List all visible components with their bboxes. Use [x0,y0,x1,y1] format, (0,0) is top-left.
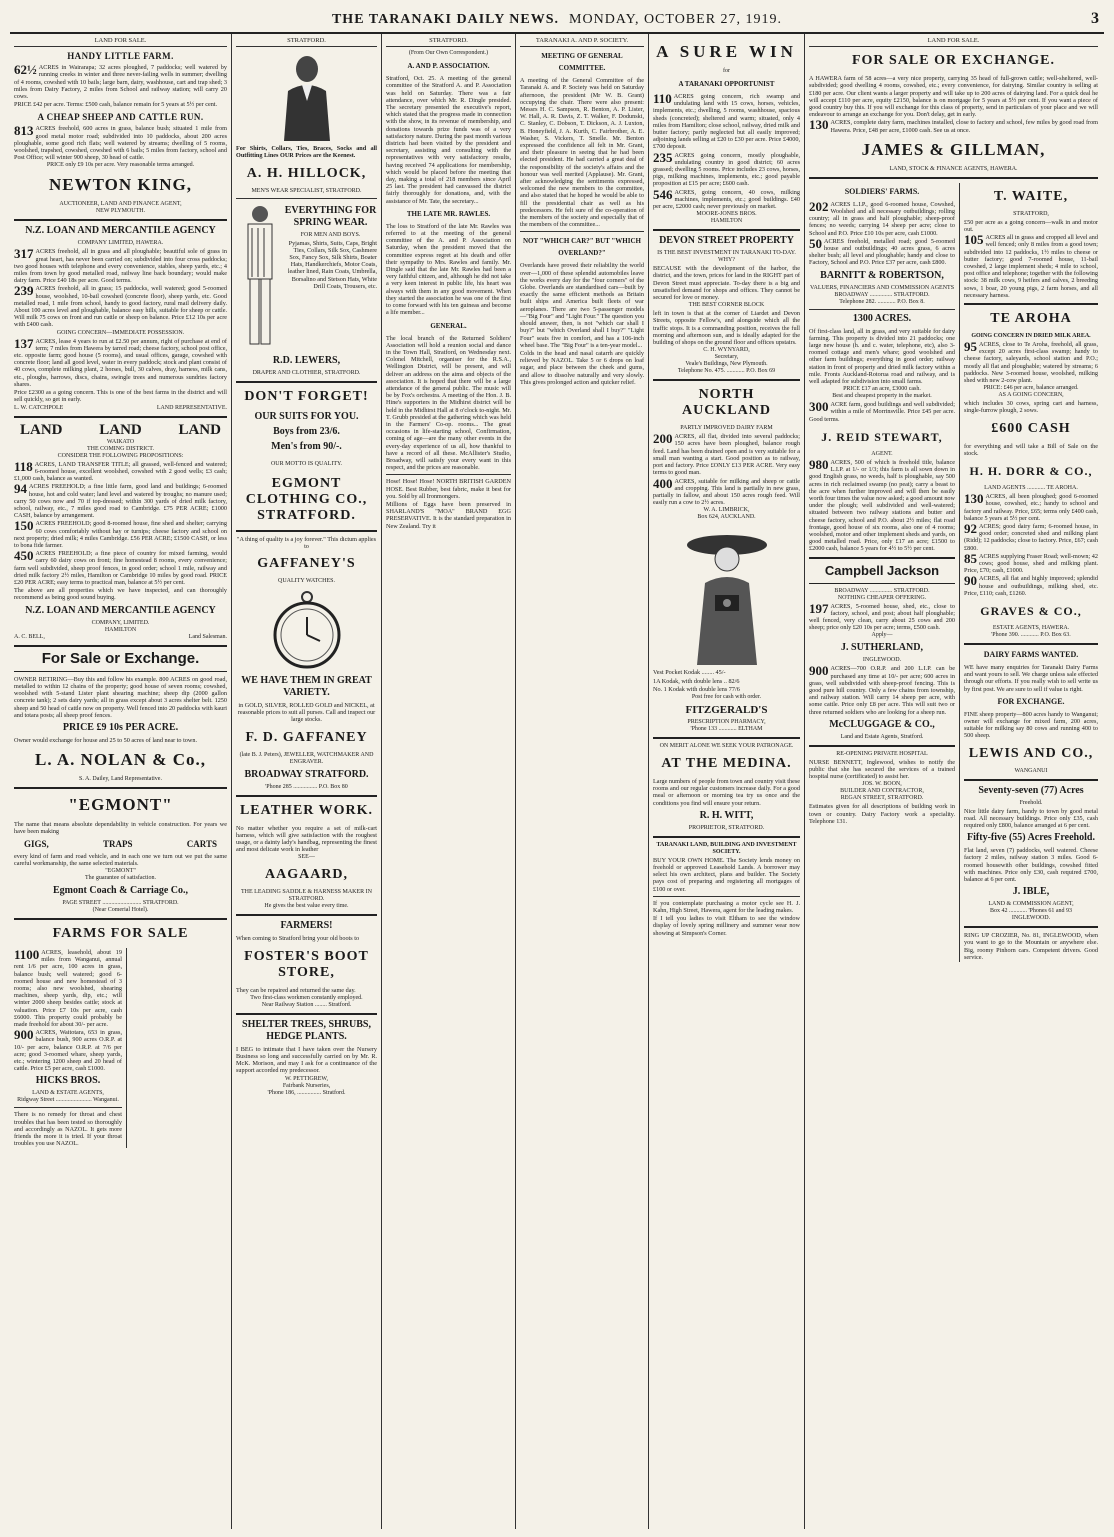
article-heading: A. AND P. ASSOCIATION. [407,62,490,71]
egmont-quote: "EGMONT" [105,868,136,874]
ad-price: PRICE £17 an acre, £3000 cash. [843,386,921,393]
nurse-ad: NURSE BENNETT, Inglewood, wishes to notify the public that she has secured the services of a trained hospital nurse (certificated) to assist her. [809,758,955,781]
boon-sub: BUILDER AND CONTRACTOR, [840,788,924,795]
leather-heading: LEATHER WORK. [239,802,374,818]
fosters-name: FOSTER'S BOOT STORE, [244,948,369,980]
pettigrew-name: W. PETTIGREW, [284,1075,329,1082]
ad-price: PRICE: £46 per acre, balance arranged. [983,385,1079,392]
lewers-sub: DRAPER AND CLOTHIER, STRATFORD. [252,369,361,376]
spring-wear-ad [236,202,377,352]
north-auckland: NORTH AUCKLAND [682,387,771,419]
fifty-five-body: Flat land, seven (7) paddocks, well watered. Cheese factory 2 miles, railway station 3 miles. Good 6-roomed housewith other buildings, cowshed fitted with machines. Price only £30, cash required £700, balance at 6 per cent. [964,847,1098,883]
barnitt-address: BROADWAY ............... STRATFORD. [834,291,930,298]
dont-forget: DON'T FORGET! [244,388,369,404]
cash-600: £600 CASH [991,420,1071,436]
fd-gaffaney: F. D. GAFFANEY [245,729,368,745]
wynyard-address: Veale's Buildings, New Plymouth. [685,361,768,368]
waite-sub: STRATFORD, [1013,210,1049,217]
eggs-ad: Millions of Eggs have been preserved in SHARLAND'S "MOA" BRAND EGG PRESERVATIVE. It is the standard preparation in New Zealand. Try it [386,500,511,530]
farmers-text: When coming to Stratford bring your old boots to [236,935,360,943]
article-body: The local branch of the Returned Soldiers' Association will hold a reunion social and dance in the Town Hall, Stratford, on Wednesday next. Colonel Mitchell, organiser for the R.S.A., Wellington District, will be present, and will deliver an address on the aims and objects of the association. It is hoped that there will be a large attendance of the general public. The music will be by Fox's orchestra. A meeting of the Hon. J. B. Hine's supporters in the Midhirst district will be held in the Midhirst Hall at 8 o'clock to-night. Mr. T. Grubb presided at the gathering which was held in the Farmers' Co-op. rooms... The great occasions in life-starting school, Confirmation, coming of age—are the many other events in the every-day experience of us all, how thankful to have a record of all these. McAllister's Studio, Broadway, will satisfy your every want in this respect, and the prices are reasonable. [386,334,511,472]
cycle-ad: If you contemplate purchasing a motor cycle see H. J. Kahn, High Street, Hawera, agent for the leading makes. [653,899,800,914]
coach-near: (Near Comerial Hotel). [92,907,149,913]
ad-signature: A. C. BELL, Land Salesman. [14,633,227,640]
for-text: for [723,68,730,74]
cash-600-note: for everything and will take a Bill of Sale on the stock. [964,442,1098,457]
article-heading: GENERAL. [430,321,467,330]
ad-body: 202 ACRES L.I.P., good 6-roomed house, Cowshed, Woolshed and all necessary outbuildings; rolling country; all in grass and half ploughable; sheep-proof fences; no weeds; carrying 14 sheep per acre; close to School and P.O. Price £10 10s per acre, cash £1000. [809,198,955,237]
boys-price: Boys from 23/6. [273,425,340,437]
waikato-sub: THE COMING DISTRICT. [86,445,155,452]
reopening: RE-OPENING PRIVATE HOSPITAL [836,750,928,757]
why: WHY? [718,257,735,264]
land-banner: LAND LAND LAND [20,421,221,438]
article-heading: THE LATE MR. RAWLES. [406,209,491,218]
ad-body: 450 ACRES FREEHOLD; a fine piece of country for mixed farming, would carry 60 dairy cows on front; fine homestead 8 rooms, every convenience; farm well subdivided, sheep proof fences, in good order; school 1 mile, railway and dried milk factory 2½ miles, Hamilton or Cambridge 10 miles by good road. PRICE £20 PER ACRE; easy terms to practical man, balance at 5½ per cent. [14,548,227,586]
agent-name: MOORE-JONES BROS. [696,211,757,218]
seventy-body: Nice little dairy farm, handy to town by good metal road. All necessary buildings. Price only £35, cash required only £800, balance arranged at 6 per cent. [964,807,1098,829]
mens-price: Men's from 90/-. [271,440,342,452]
article-heading: NOT "WHICH CAR?" BUT "WHICH OVERLAND?" [523,237,641,258]
kodak-note: Post free for cash with order. [691,693,762,700]
agent-city: NEW PLYMOUTH. [95,208,146,215]
fosters-note: Two first-class workmen constantly employed. [250,994,363,1001]
fitzgerald-name: FITZGERALD'S [685,703,768,716]
eltham-ad: If I tell you ladies to visit Eltham to see the window display of lovely spring millinery and summer wear now showing at Simpson's Corner. [653,915,800,937]
lewis-name: LEWIS AND CO., [968,745,1094,761]
ad-body: The name that means absolute dependability in vehicle construction. For years we have been making [14,821,227,836]
wynyard-phone: Telephone No. 475. ............ P.O. Box 69 [677,368,776,375]
te-aroha-sub: GOING CONCERN IN DRIED MILK AREA. [971,333,1091,340]
egmont-heading: "EGMONT" [68,795,173,815]
correspondent: (From Our Own Correspondent.) [408,50,489,57]
ad-body: 92 ACRES; good dairy farm; 6-roomed house, in good order; concreted shed and milking plant (Ridd); 12 paddocks; close to factory. Price, £67; cash £800. [964,520,1098,552]
ad-body: 239 ACRES freehold, all in grass; 15 paddocks, well watered; good 5-roomed house, woolshed, 10-bail cowshed (concrete floor), sheep yards, etc. Good metalled road, 1 mile from school, handy to good factory, rural mail delivery daily. About 100 acres level and ploughable, balance easy hills, suitable for sheep or cattle. Will milk 75 cows on front and run cattle or sheep on balance. Price £12 10s per acre with £400 cash. [14,283,227,329]
agency-name: N.Z. LOAN AND MERCANTILE AGENCY [25,604,216,616]
for-exchange-body: FINE sheep property—800 acres handy to Wanganui; owner will exchange for mixed farm, 200 acres, suitable for milking say 80 cows and running 400 to 500 sheep. [964,710,1098,740]
north-sub: PARTLY IMPROVED DAIRY FARM [680,425,773,432]
reid-sub: AGENT. [871,450,893,457]
merit: ON MERIT ALONE WE SEEK YOUR PATRONAGE. [659,742,794,749]
medina-body: Large numbers of people from town and country visit these rooms and our regular customers increase daily. For a good meal or afternoon or morning tea try us once and the conditions you find will ensure your return. [653,777,800,807]
ad-body: 900 ACRES, Waitotara, 653 in grass, balance bush, 900 acres O.R.P. at 10/- per acre, balance O.R.P. at 7/6 per acre; good 3-roomed whare, sheep yards, etc.; wintering 1200 sheep and 20 head of cattle. Price £5 per acre, cash £1000. [14,1027,122,1073]
agent-name: NEWTON KING, [49,175,192,195]
page-number: 3 [1091,10,1100,27]
section-heading: STRATFORD. [236,36,377,47]
pettigrew-sub: Fairbank Nurseries, [282,1082,331,1089]
ad-body: 130 ACRES, all been ploughed; good 6-roomed house, cowshed, etc.; handy to school and factory and railway. Price, £65; terms only £400 cash, balance 5 years at 5½ per cent. [964,491,1098,522]
for-men: FOR MEN AND BOYS. [300,231,361,238]
egmont-guarantee: The guarantee of satisfaction. [85,875,156,881]
ad-body: 200 ACRES, all flat, divided into several paddocks; 150 acres have been ploughed, balance rough feed. Land has been drained open and is very suitable for a small man wanting a start. Good position as to railway, port and factory. Price £ONLY £13 PER ACRE. Very easy terms to good man. [653,431,800,477]
ad-body: every kind of farm and road vehicle, and in each one we turn out we put the same careful workmanship, the same selected materials. [14,852,227,867]
ad-price: PRICE £42 per acre. Terms: £500 cash, balance remain for 5 years at 5½ per cent. [14,101,218,109]
ad-body: 300 ACRE farm, good buildings and well subdivided; within a mile of Morrinsville. Price £45 per acre. Good terms. [809,399,955,423]
agency-name: N.Z. LOAN AND MERCANTILE AGENCY [25,225,216,237]
ad-body: 197 ACRES, 5-roomed house, shed, etc., close to factory, school, and post; about half ploughable; well fenced, very clean, carry about 25 cows and 200 sheep; price only £20 10s per acre; terms, £500 cash. [809,600,955,632]
egmont-clothing: EGMONT CLOTHING CO., STRATFORD. [245,475,368,523]
dorr-name: H. H. DORR & CO., [969,464,1093,479]
ad-price: PRICE only £9 10s per acre. Very reasonable terms arranged. [46,162,195,169]
newspaper-date: MONDAY, OCTOBER 27, 1919. [569,12,783,27]
mccluggage-name: McCLUGGAGE & CO., [829,718,935,730]
aagaard-name: AAGAARD, [264,867,349,883]
column6-split [809,183,1098,962]
vehicle-types: GIGS, TRAPS CARTS [24,838,217,849]
as-going: AS A GOING CONCERN, [998,392,1064,399]
agency-sub: COMPANY, LIMITED. [91,619,150,626]
column-land-for-sale [10,34,232,1529]
agency-city: HAMILTON [104,626,137,633]
ad-body: 150 ACRES FREEHOLD; good 8-roomed house, fine shed and shelter; carrying 60 cows comfortably without hay or turnips; cheese factory and school on next property; dried milk; 4 miles Cambridge. £56 PER ACRE; £1500 CASH, or less to bona fide farmer. [14,518,227,549]
ad-body: 980 ACRES, 500 of which is freehold title, balance L.I.P. at 1/- or 1/3; this farm is all sown down in good English grass, no weeds, half is ploughable, say 500 acres in rich reclaimed swamp (no peat); carry a beast to the acre when further improved and will then be easily worth four times the value now asked; a good amount now under the plough; well subdivided and well-watered; situated between two railway stations and butter and cheese factory, school and P.O. about 2½ miles; flat road frontage, good house of six rooms, also one of 4 rooms; woolshed, motor and other implement sheds and yards, on good metalled road. Price, only £17 an acre; £1500 to £2000 cash, balance 5 years for 4½ to 5½ per cent. [809,456,955,553]
ad-body: 118 ACRES, LAND TRANSFER TITLE; all grassed, well-fenced and watered; 6-roomed house, excellent woolshed, cowshed with 2 good wells; £3 cash; £1,000 cash, balance as wanted. [14,458,227,483]
ad-body: 95 ACRES, close to Te Aroha, freehold, all grass, except 20 acres first-class swamp; handy to cheese factory, saleyards, school station and P.O.; mostly all flat and ploughable; watered by streams; 6 paddocks. New 3-roomed house, woolshed, milking shed with new 2-cow plant. [964,339,1098,385]
fitzgerald-phone: 'Phone 133 ............ ELTHAM [690,725,763,732]
quality-text: "A thing of quality is a joy forever." This dictum applies to [236,535,377,550]
ad-note: Best and cheapest property in the market. [832,393,932,400]
column-land-exchange [805,34,1102,1529]
mccluggage-sub: Land and Estate Agents, Stratford. [840,733,924,740]
motto: OUR MOTTO IS QUALITY. [270,460,343,467]
hillock-sub: MEN'S WEAR SPECIALIST, STRATFORD. [251,187,362,194]
waikato-heading: WAIKATO [106,438,135,445]
dairy-wanted: DAIRY FARMS WANTED. [983,649,1079,659]
barnitt-sub: VALUERS, FINANCIERS AND COMMISSION AGENTS [809,284,955,291]
section-heading: STRATFORD. [386,36,511,47]
ad-body: 900 ACRES—700 O.R.P. and 200 L.I.P. can be purchased any time at 10/- per acre; 600 acres in grass, well subdivided with sheep-proof fencing. This is good pure hill country. Only a few chains from township, and railway station. Will carry 14 sheep per acre, with some cattle. Price only £8 per acre. This will suit two or three returned soldiers who are looking for a sheep run. [809,663,955,716]
soldiers-farms: SOLDIERS' FARMS. [844,186,920,196]
te-aroha: TE AROHA [990,311,1072,327]
man-portrait-illustration [272,51,342,141]
column-ap-society [516,34,649,1529]
kodak-price: 1A Kodak, with double lens .. 82/6 [653,677,740,685]
ad-subheading: GOING CONCERN—IMMEDIATE POSSESSION. [56,329,185,336]
fse-heading: FOR SALE OR EXCHANGE. [851,53,1056,69]
barnitt-phone: Telephone 282. ............ P.O. Box 8. [839,298,925,305]
clothes-list: Pyjamas, Shirts, Suits, Caps, Bright Ties, Collars, Silk Sox, Cashmere Sox, Fancy Sox, Silk Shirts, Boater Hats, Handkerchiefs, Motor Coats, leather lined, Rain Coats, Umbrella, Borsalino and Stetson Hats, White Drill Coats, Trousers, etc. [287,239,377,290]
agent-city: HAMILTON [710,218,743,225]
ad-body: 400 ACRES, suitable for milking and sheep or cattle and cropping. This land is partially in new grass, partially in fallow, and about 150 acres rough feed. Will easily run a cow to 2½ acres. [653,475,800,507]
shelter-heading: SHELTER TREES, SHRUBS, HEDGE PLANTS. [242,1018,371,1042]
for-exchange: FOR EXCHANGE. [997,696,1065,706]
kodak-price: No. 1 Kodak with double lens 77/6 [653,685,740,693]
nothing-cheaper: NOTHING CHEAPER OFFERING. [837,594,927,601]
ad-body: 130 ACRES, complete dairy farm, machines installed, close to factory and school, few miles by good road from Hawera. Price, £48 per acre, £1000 cash. See us at once. [809,117,1098,134]
crozier-ad: RING UP CROZIER, No. 81, INGLEWOOD, when you want to go to the Mountain or anywhere else. Big, roomy Pinhorn cars. Competent drivers. Good service. [964,932,1098,961]
agent-sub: LAND & ESTATE AGENTS, [32,1090,104,1097]
jg-sub: LAND, STOCK & FINANCE AGENTS, HAWERA. [889,165,1018,172]
fd-phone: 'Phone 285 ................ P.O. Box 80 [265,783,348,790]
lewers-name: R.D. LEWERS, [272,354,341,366]
agent-sub: S. A. Dailey, Land Representative. [79,776,162,783]
taranaki-land: TARANAKI LAND, BUILDING AND INVESTMENT SOCIETY. [656,841,797,855]
pocket-watch-illustration [270,589,344,671]
ad-body: 813 ACRES freehold, 600 acres in grass, balance bush; situated 1 mile from good metal motor road; subdivided into 10 paddocks, about 200 acres ploughable, some good rich flats; well watered by streams; dwelling of 5 rooms, woolshed, trapshed, cowshed, cowshed with 6 bails; 5 miles from factory, school and Post Office; will winter 900 sheep, 30 head of cattle. [14,123,227,162]
ad-body: 110 ACRES going concern, rich swamp and undulating land with 15 cows, horses, vehicles, implements, etc.; dwelling, 5 rooms, washhouse, spacious sheds (concreted); sheltered and warm; situated, only 4 miles from Hamilton; close school, railway, dried milk and butter factory; partly neglected but all easily improved; adjoining lands selling at £20 to £30 per acre. Price £4000, £700 deposit. [653,91,800,151]
barnitt-name: BARNITT & ROBERTSON, [820,269,944,281]
article-body: Stratford, Oct. 25. A meeting of the general committee of the Stratford A. and P. Association was held on Saturday. There was a fair attendance, over which Mr. R. Dingle presided. The secretary presented the executive's report, which stated that the progress made in connection with the show, in its revenue of membership, and donations towards prize funds was of a very satisfactory nature. During the past month various districts had been visited by the president and secretary, assisting and consulting with the representatives with very satisfactory results, having received 74 applications for membership, which would be placed before the meeting that day, making a total of 218 members since April 25 last. The president had canvassed the district fairly thoroughly for donations, and, with the assistance of Mr. Tate, the secretary... [386,75,511,205]
ad-heading: A CHEAP SHEEP AND CATTLE RUN. [37,112,204,123]
freehold: Freehold. [1019,799,1043,806]
corner-heading: THE BEST CORNER BLOCK [688,302,765,309]
pettigrew-phone: 'Phone 186, ................ Stratford. [267,1089,346,1096]
waite-name: T. WAITE, [993,188,1069,204]
corner-body: left in town is that at the corner of Liardet and Devon Streets, opposite Fellow's, and alongside which all the traffic stops. It is a commanding position, receives the full morning and afternoon sun, and is ideally adapted for the building of shops on the ground floor and offices upstairs. [653,310,800,347]
ad-body: 90 ACRES, all flat and highly improved; splendid house and outbuildings, milking shed, etc. Price, £110; cash, £1260. [964,573,1098,597]
sutherland-name: J. SUTHERLAND, [841,642,923,654]
colds-ad: Colds in the head and nasal catarrh are quickly relieved by NAZOL. Take 5 or 6 drops on loaf sugar, and place between the cheek and gums, and allow to dissolve naturally and very slowly. This gives prolonged action and quicker relief. [520,349,644,386]
dairy-wanted-body: WE have many enquiries for Taranaki Dairy Farms and want yours to sell. We charge unless sale effected through our efforts. If you really wish to sell write us by first post. We are sure to sell if value is right. [964,663,1098,693]
ad-body: 105 ACRES all in grass and cropped all level and well fenced; only 8 miles from a good town; subdivided into 12 paddocks, 1½ miles to cheese or butter factory; good 7-roomed house, 11-bail cowshed, 2 large implement sheds; 4 mile to school, post office and telephone; together with the following stock: 38 milk cows, 9 heifers and calves, 2 breeding sows, 1 boar, 20 young pigs, 2 farm horses, and all necessary harness. [964,232,1098,299]
we-have: WE HAVE THEM IN GREAT VARIETY. [241,675,372,699]
section-heading: LAND FOR SALE. [14,36,227,47]
ad-body: Of first-class land, all in grass, and very suitable for dairy farming. This property is divided into 21 paddocks; one large new house (h. and c. water, telephone, etc), also 3-roomed cottage and men's whare; good woolshed and other farm buildings; everything in good order; railway station in front of property and dried milk factory within a mile. Fronts Auckland-Rotorua road and railway, and is well adapted for subdivision into small farms. [809,327,955,386]
waite-note: £50 per acre as a going concern—walk in and motor out. [964,218,1098,234]
fifty-five: Fifty-five (55) Acres Freehold. [967,832,1095,844]
article-body: A meeting of the General Committee of the Taranaki A. and P. Society was held on Saturday afternoon, the president (Mr W. B. Grant) occupying the chair. There were also present: Messrs H. C. Sampson, R. Benton, A. P. Lister, W. Hall, A. R. Davis, Z. T. Walker, F. Dodunski, C. Stanley, C. Dobson, T. Dickson, A. J. Luxton, B. Honeyfield, J. A. Kurth, C. Fairbrother, A. E. Washer, S. Vickers, T. Smelle. Mr. Benton expressed the confidence all felt in Mr. Grant, and their pleasure in seeing that he had been elected president. He had carried a great deal of the responsibility of the society's affairs and the honour was well merited (Applause). Mr. Grant, after acknowledging the sentiments expressed, welcomed the new members to the committee, and also stated that he hoped he would be able to fill the presidential chair as well as his predecessors. He felt sure of the co-operation of the members of the society and especially that of the members of the committee... [520,77,644,229]
ad-body: 1100 ACRES, leasehold, about 19 miles from Wanganui, annual rent 1/6 per acre, 100 acres in grass, balance bush; well watered; good 6-roomed house and new homestead of 3 rooms; also new woolshed, shearing machines, sheep yards, dip, etc.; will winter 2000 sheep besides cattle; stock at valuation. Price £7 10s per acre, cash £6000. This property could probably be made freehold for about 30/- per acre. [14,947,122,1029]
sutherland-sub: INGLEWOOD. [862,657,902,664]
article-body: Overlands have proved their reliability the world over—1,000 of these splendid automobiles leave the works every day for the "four corners" of the Globe. Overlands are standardised cars—built by exactly the same efficient methods as Britain built ships and America built fleets of war aeroplanes. There are two 5-passenger models—"Big Four" and "Light Four." The question you should answer, then, is not "which car shall I buy?" but "which Overland shall I buy?" "Light Four" seats five in comfort, and has a 106-inch wheel base. The "Big Four" is a ten-year model... [520,262,644,349]
coach-name: Egmont Coach & Carriage Co., [53,885,188,896]
ad-price: Price £2300 as a going concern. This is one of the best farms in the district and will sell quickly, so get in early. [14,389,227,404]
agent-address: Ridgway Street ........................ Wanganui. [17,1097,119,1104]
ad-body: 317 ACRES freehold, all in grass and all ploughable; beautiful sole of grass in great heart, has never been carried on; subdivided into four cross paddocks; two good houses with telephone and every convenience, stables, sheep yards, etc.; 4 miles from town by good metalled road, railway line back boundary; would make dairy farm. Price £40 18s per acre. Good terms. [14,246,227,285]
ad-body: 137 ACRES, lease 4 years to run at £2.50 per annum, right of purchase at end of term; 7 miles from Hawera by tarred road; cheese factory, school post office, etc. opposite farm; good house (5 rooms), and usual offices, garage, cowshed with concrete floor; land all good level, water in every paddock; stock and plant consist of 40 cows, complete milking plant, 2 horses, bull, 30 calves, dray, harness, milk cans, etc., ploughs, harrows, discs, chains, swingle trees and numerous sundries factory shares. [14,335,227,388]
ad-body: OWNER RETIRING—Buy this and follow his example. 800 ACRES on good road, metalled to within 12 chains of the property; good house of seven rooms; cowshed, woolshed with 5-stand Lister plant shearing machine; sheep dip (2000 gallon concrete tank); 2 sets dairy yards; all in grass except about 3 acres shelter belt. 1250 sheep and 50 head of cattle now on property. Well fenced into 20 paddocks with kauri and totara posts; all sheep proof fences. [14,675,227,719]
consider-text: CONSIDER THE FOLLOWING PROPOSITIONS: [57,452,184,459]
ible-name: J. IBLE, [1012,886,1050,898]
farmers-heading: FARMERS! [280,920,333,932]
acres-1300: 1300 ACRES. [852,312,912,324]
campbell-jackson: Campbell Jackson [809,557,955,584]
ad-body: 546 ACRES, going concern, 40 cows, milking machines, implements, etc.; good buildings. £40 per acre, £2000 cash; never previously on market. [653,186,800,211]
fd-sub: (late B. J. Peters), JEWELLER, WATCHMAKER AND ENGRAVER. [239,751,374,765]
ad-note: The above are all properties which we have inspected, and can thoroughly recommend as being good sound buying. [14,587,227,602]
ad-body: 50 ACRES freehold, metalled road; good 5-roomed house and outbuildings; 40 acres grass, 6 acres shelter bush; all level and ploughable; handy and close to Factory, School and P.O. Price £37 per acre, cash £800. [809,235,955,267]
ad-signature: L. W. CATCHPOLE LAND REPRESENTATIVE. [14,404,227,411]
we-have-text: in GOLD, SILVER, ROLLED GOLD and NICKEL, at reasonable prices to suit all purses. Call and inspect our large stocks. [237,702,376,724]
boon-name: JOS. W. BOON, [862,781,902,788]
columns [10,34,1104,1529]
graves-sub: ESTATE AGENTS, HAWERA. [992,624,1070,631]
ad-body: 62½ ACRES in Wairarapa; 32 acres ploughed, 7 paddocks; well watered by running creeks in winter and three never-failing wells in summer; dwelling of 4 rooms, cowshed with 10 bails; large barn, dairy, washhouse, cart and trap shed; 3 miles from Dairy Factory, 2 miles from School and railway station; will carry 20 cows. [14,62,227,101]
shelter-text: I BEG to intimate that I have taken over the Nursery Business so long and successfully carried on by Mr. R. McK. Morison, and may I ask for a continuance of the support accorded my predecessor. [236,1045,377,1075]
graves-phone: 'Phone 390. ............ P.O. Box 63. [991,631,1071,638]
leather-text: No matter whether you require a set of milk-cart harness, which will give satisfaction with the roughest usage, or a dainty lady's handbag, representing the finest and most delicate work in leather [236,824,377,854]
shirts-ad: For Shirts, Collars, Ties, Braces, Socks and all Outfitting Lines OUR Prices are the Keenest. [236,145,377,160]
lewis-sub: WANGANUI [1014,767,1048,774]
hillock-name: A. H. HILLOCK, [246,165,367,181]
ible-sub: LAND & COMMISSION AGENT, [988,901,1074,908]
hose-ad: Hose! Hose! Hose! NORTH BRITISH GARDEN HOSE. Best Rubber, best fabric, make it best for you. Sold by all Ironmongers. [386,478,511,500]
reid-stewart: J. REID STEWART, [821,429,943,444]
graves-name: GRAVES & CO., [980,603,1082,618]
farms-section [14,948,227,1148]
ad-body: 235 ACRES going concern, mostly ploughable, undulating country in good district; 60 acres grassed; dwelling 5 rooms. Price includes 23 cows, horses, pigs, milking machines, implements, etc.; good payable proposition at £15 per acre; £600 cash. [653,149,800,188]
gaffaney-heading: GAFFANEY'S [257,556,356,572]
newspaper-title: THE TARANAKI DAILY NEWS. [331,12,560,27]
agent-sub: AUCTIONEER, LAND AND FINANCE AGENT, [59,201,182,208]
a-sure-win: A SURE WIN [656,42,797,61]
apply: Apply— [871,632,893,639]
aagaard-sub: THE LEADING SADDLE & HARNESS MAKER IN STRATFORD. [241,889,372,903]
ad-price: PRICE £9 10s PER ACRE. [62,721,179,733]
taranaki-land-body: BUY YOUR OWN HOME. The Society lends money on freehold or approved Leasehold Lands. A borrower may select his own architect, plans and builder. The Society pays cost of preparing and registering all mortgages of £100 or over. [653,856,800,893]
pyjama-man-illustration [236,202,284,352]
ad-body: Owner would exchange for house and 25 to 50 acres of land near to town. [14,736,197,744]
fosters-address: Near Railway Station ........ Stratford. [261,1001,352,1008]
wynyard-name: C. H. WYNYARD, [703,347,750,354]
column-property-ads [649,34,805,1529]
medina: AT THE MEDINA. [661,755,792,771]
as-going-body: which includes 30 cows, spring cart and harness, single-furrow plough, 2 sows. [964,400,1098,415]
witt-name: R. H. WITT, [699,809,754,821]
ible-box: Box 42 ............ 'Phones 61 and 93 [989,908,1073,915]
our-suits: OUR SUITS FOR YOU. [254,410,359,422]
farms-heading: FARMS FOR SALE [52,926,189,941]
devon-body: BECAUSE with the development of the harbor, the district, and the town, prices for land in the RIGHT part of Devon Street must appreciate. To-day there is a big and unsatisfied demand for shops and offices. They cannot be secured for love or money. [653,265,800,302]
campbell-address: BROADWAY ............... STRATFORD. [834,587,930,594]
witt-sub: PROPRIETOR, STRATFORD. [688,824,765,831]
ad-body: 85 ACRES supplying Fraser Road; well-mown; 42 cows; good house, shed and milking plant. Price, £70; cash, £1000. [964,550,1098,575]
aagaard-note: He gives the best value every time. [264,903,349,910]
wynyard-sub: Secretary, [714,354,739,361]
limbrick-name: W. A. LIMBRICK, [703,507,750,514]
section-heading: LAND FOR SALE. [809,36,1098,47]
column-stratford-news [382,34,516,1529]
agency-sub: COMPANY LIMITED, HAWERA. [77,240,164,247]
boon-body: Estimates given for all descriptions of building work in town or country. Dairy Factory work a speciality. Telephone 131. [809,803,955,825]
devon-heading: DEVON STREET PROPERTY [659,235,794,247]
coach-address: PAGE STREET .......................... STRATFORD. [62,900,179,906]
devon-sub: IS THE BEST INVESTMENT IN TARANAKI TO-DAY. [657,250,796,257]
exchange-heading: For Sale or Exchange. [14,645,227,672]
jg-name: JAMES & GILLMAN, [861,139,1046,159]
seventy-seven: Seventy-seven (77) Acres [978,784,1084,796]
section-heading: TARANAKI A. AND P. SOCIETY. [520,36,644,47]
fosters-text: They can be repaired and returned the same day. [236,986,356,994]
article-heading: MEETING OF GENERAL COMMITTEE. [541,52,623,73]
agent-name: L. A. NOLAN & Co., [34,750,206,770]
limbrick-sub: Box 624, AUCKLAND. [697,514,756,521]
everything-heading: EVERYTHING FOR SPRING WEAR. [284,204,377,228]
dorr-sub: LAND AGENTS ............ TE AROHA. [984,485,1078,492]
ad-heading: HANDY LITTLE FARM. [67,51,174,62]
opportunist: A TARANAKI OPPORTUNIST [678,80,775,88]
ad-body: 94 ACRES FREEHOLD; a fine little farm, good land and buildings; 6-roomed house, hot and cold water; land level and watered by troughs; no manure used; carry 50 cows now and 70 if top-dressed; within 300 yards of dried milk factory, school, railway, etc., 7 miles good road to Cambridge. £75 PER ACRE; £1000 CASH, balance by arrangement. [14,481,227,520]
fitzgerald-sub: PRESCRIPTION PHARMACY, [687,718,766,725]
column-stratford-ads [232,34,382,1529]
boon-address: REGAN STREET, STRATFORD. [840,795,924,802]
nazol-ad: There is no remedy for throat and chest troubles that has been tested so thoroughly and accordingly as NAZOL. It gets more friends the more it is tried. If your throat troubles you use NAZOL. [14,1111,122,1148]
quality-watches: QUALITY WATCHES. [278,578,335,585]
see: SEE— [298,854,315,861]
kodak-price: Vest Pocket Kodak ........ 45/- [653,669,726,677]
woman-with-camera-illustration [667,525,787,665]
agent-name: HICKS BROS. [35,1075,101,1087]
masthead [10,8,1104,34]
article-body: The loss to Stratford of the late Mr. Rawles was referred to at the meeting of the general committee of the A. and P. Association on Saturday, when the president moved that the committee express regret at his death and offer their sympathy to Mrs. Rawles and family. Mr. Dingle said that the late Mr. Rawles had been a very faithful citizen, and, although he did not take a very keen interest in public life, his heart was always with them in any good movement. When they started the association he was one of the first to come forward with his ten guineas and become a life member... [386,222,511,317]
fd-address: BROADWAY STRATFORD. [244,768,369,780]
fse-body: A HAWERA farm of 58 acres—a very nice property, carrying 35 head of full-grown cattle; well-sheltered, well-subdivided; good dwelling 4 rooms, cowshed, etc.; every convenience, for dairying. Similar country is selling at £180 per acre. Our client wants a larger property and will take up to 200 acres of dairying land. For a quick deal he will accept £110 per acre, equity £2150, balance is on mortgage for 5 years at 5½ per cent. If you want a piece of good country buy this. If you will exchange for this class of property, send in particulars of your place and we will endeavour to arrange an exchange for you. Don't delay, get in early. [809,75,1098,119]
ible-city: INGLEWOOD. [1011,915,1051,922]
